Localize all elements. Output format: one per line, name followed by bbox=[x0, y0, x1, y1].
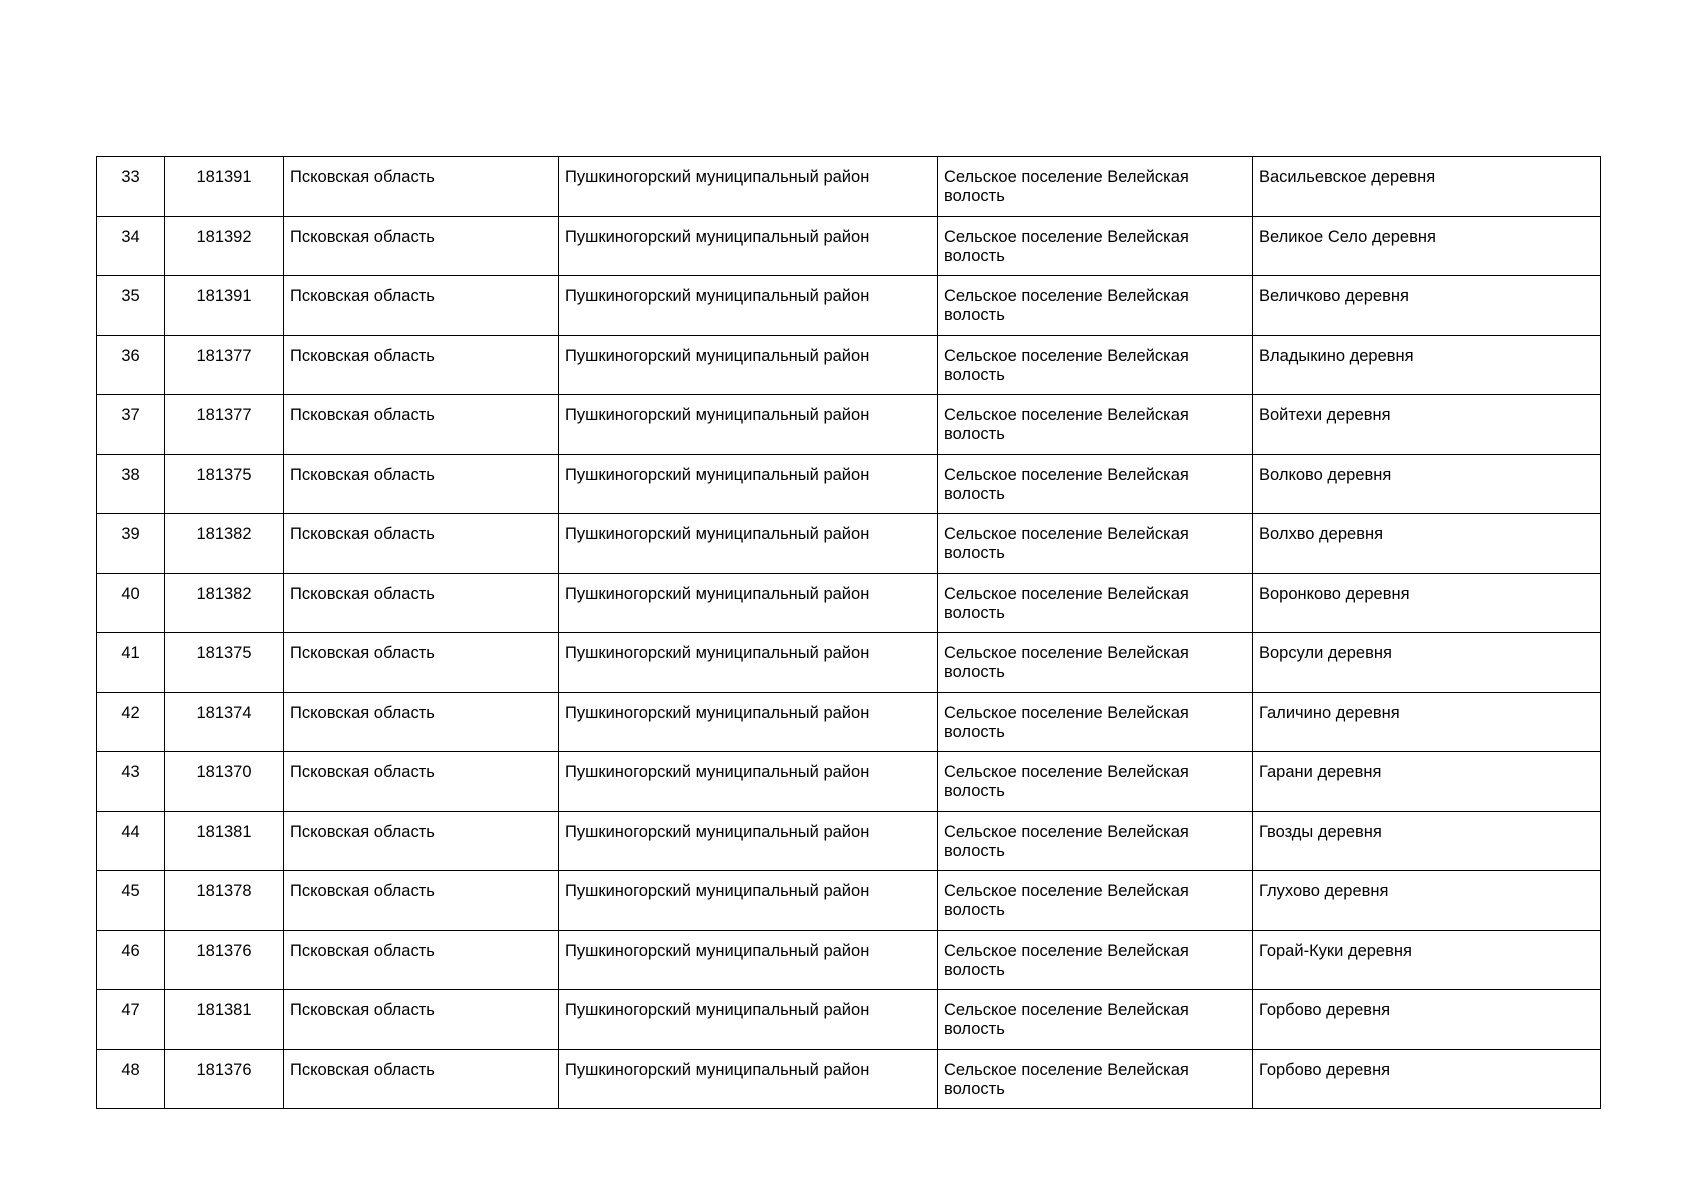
locality-cell: Войтехи деревня bbox=[1253, 395, 1601, 455]
settlement-cell: Сельское поселение Велейская волость bbox=[938, 395, 1253, 455]
settlement-cell: Сельское поселение Велейская волость bbox=[938, 157, 1253, 217]
row-number: 44 bbox=[97, 811, 165, 871]
table-row bbox=[97, 1049, 1601, 1109]
locality-cell: Гвозды деревня bbox=[1253, 811, 1601, 871]
settlements-table bbox=[96, 156, 1601, 1109]
district-cell: Пушкиногорский муниципальный район bbox=[559, 514, 938, 574]
postal-index: 181377 bbox=[165, 335, 284, 395]
row-number: 48 bbox=[97, 1049, 165, 1109]
district-cell: Пушкиногорский муниципальный район bbox=[559, 276, 938, 336]
row-number: 43 bbox=[97, 752, 165, 812]
locality-cell: Галичино деревня bbox=[1253, 692, 1601, 752]
postal-index: 181376 bbox=[165, 1049, 284, 1109]
settlement-cell: Сельское поселение Велейская волость bbox=[938, 811, 1253, 871]
district-cell: Пушкиногорский муниципальный район bbox=[559, 752, 938, 812]
region-cell: Псковская область bbox=[284, 573, 559, 633]
region-cell: Псковская область bbox=[284, 514, 559, 574]
district-cell: Пушкиногорский муниципальный район bbox=[559, 395, 938, 455]
settlement-cell: Сельское поселение Велейская волость bbox=[938, 871, 1253, 931]
table-row bbox=[97, 930, 1601, 990]
district-cell: Пушкиногорский муниципальный район bbox=[559, 811, 938, 871]
postal-index: 181370 bbox=[165, 752, 284, 812]
region-cell: Псковская область bbox=[284, 752, 559, 812]
settlement-cell: Сельское поселение Велейская волость bbox=[938, 335, 1253, 395]
locality-cell: Горбово деревня bbox=[1253, 990, 1601, 1050]
row-number: 47 bbox=[97, 990, 165, 1050]
table-row bbox=[97, 157, 1601, 217]
table-row bbox=[97, 752, 1601, 812]
district-cell: Пушкиногорский муниципальный район bbox=[559, 930, 938, 990]
row-number: 45 bbox=[97, 871, 165, 931]
locality-cell: Величково деревня bbox=[1253, 276, 1601, 336]
settlement-cell: Сельское поселение Велейская волость bbox=[938, 514, 1253, 574]
locality-cell: Воронково деревня bbox=[1253, 573, 1601, 633]
table-row bbox=[97, 692, 1601, 752]
district-cell: Пушкиногорский муниципальный район bbox=[559, 335, 938, 395]
region-cell: Псковская область bbox=[284, 811, 559, 871]
row-number: 40 bbox=[97, 573, 165, 633]
row-number: 39 bbox=[97, 514, 165, 574]
row-number: 34 bbox=[97, 216, 165, 276]
postal-index: 181391 bbox=[165, 276, 284, 336]
region-cell: Псковская область bbox=[284, 871, 559, 931]
table-row bbox=[97, 811, 1601, 871]
region-cell: Псковская область bbox=[284, 1049, 559, 1109]
region-cell: Псковская область bbox=[284, 157, 559, 217]
locality-cell: Ворсули деревня bbox=[1253, 633, 1601, 693]
locality-cell: Гарани деревня bbox=[1253, 752, 1601, 812]
settlement-cell: Сельское поселение Велейская волость bbox=[938, 454, 1253, 514]
table-row bbox=[97, 335, 1601, 395]
row-number: 35 bbox=[97, 276, 165, 336]
district-cell: Пушкиногорский муниципальный район bbox=[559, 157, 938, 217]
table-row bbox=[97, 454, 1601, 514]
locality-cell: Васильевское деревня bbox=[1253, 157, 1601, 217]
row-number: 33 bbox=[97, 157, 165, 217]
settlement-cell: Сельское поселение Велейская волость bbox=[938, 930, 1253, 990]
region-cell: Псковская область bbox=[284, 276, 559, 336]
row-number: 38 bbox=[97, 454, 165, 514]
locality-cell: Волково деревня bbox=[1253, 454, 1601, 514]
postal-index: 181382 bbox=[165, 514, 284, 574]
locality-cell: Горай-Куки деревня bbox=[1253, 930, 1601, 990]
settlement-cell: Сельское поселение Велейская волость bbox=[938, 1049, 1253, 1109]
district-cell: Пушкиногорский муниципальный район bbox=[559, 216, 938, 276]
settlement-cell: Сельское поселение Велейская волость bbox=[938, 752, 1253, 812]
locality-cell: Глухово деревня bbox=[1253, 871, 1601, 931]
table-row bbox=[97, 514, 1601, 574]
region-cell: Псковская область bbox=[284, 395, 559, 455]
district-cell: Пушкиногорский муниципальный район bbox=[559, 573, 938, 633]
row-number: 42 bbox=[97, 692, 165, 752]
region-cell: Псковская область bbox=[284, 633, 559, 693]
region-cell: Псковская область bbox=[284, 216, 559, 276]
locality-cell: Волхво деревня bbox=[1253, 514, 1601, 574]
postal-index: 181375 bbox=[165, 633, 284, 693]
district-cell: Пушкиногорский муниципальный район bbox=[559, 454, 938, 514]
region-cell: Псковская область bbox=[284, 692, 559, 752]
region-cell: Псковская область bbox=[284, 930, 559, 990]
region-cell: Псковская область bbox=[284, 335, 559, 395]
row-number: 41 bbox=[97, 633, 165, 693]
postal-index: 181391 bbox=[165, 157, 284, 217]
district-cell: Пушкиногорский муниципальный район bbox=[559, 1049, 938, 1109]
locality-cell: Великое Село деревня bbox=[1253, 216, 1601, 276]
postal-index: 181377 bbox=[165, 395, 284, 455]
row-number: 37 bbox=[97, 395, 165, 455]
locality-cell: Горбово деревня bbox=[1253, 1049, 1601, 1109]
table-row bbox=[97, 276, 1601, 336]
district-cell: Пушкиногорский муниципальный район bbox=[559, 692, 938, 752]
region-cell: Псковская область bbox=[284, 990, 559, 1050]
district-cell: Пушкиногорский муниципальный район bbox=[559, 871, 938, 931]
region-cell: Псковская область bbox=[284, 454, 559, 514]
postal-index: 181381 bbox=[165, 990, 284, 1050]
table-row bbox=[97, 395, 1601, 455]
postal-index: 181382 bbox=[165, 573, 284, 633]
postal-index: 181374 bbox=[165, 692, 284, 752]
settlement-cell: Сельское поселение Велейская волость bbox=[938, 216, 1253, 276]
settlement-cell: Сельское поселение Велейская волость bbox=[938, 692, 1253, 752]
table-row bbox=[97, 633, 1601, 693]
row-number: 46 bbox=[97, 930, 165, 990]
postal-index: 181392 bbox=[165, 216, 284, 276]
table-row bbox=[97, 216, 1601, 276]
locality-cell: Владыкино деревня bbox=[1253, 335, 1601, 395]
postal-index: 181378 bbox=[165, 871, 284, 931]
postal-index: 181381 bbox=[165, 811, 284, 871]
settlement-cell: Сельское поселение Велейская волость bbox=[938, 990, 1253, 1050]
table-row bbox=[97, 573, 1601, 633]
table-row bbox=[97, 871, 1601, 931]
postal-index: 181376 bbox=[165, 930, 284, 990]
postal-index: 181375 bbox=[165, 454, 284, 514]
table-row bbox=[97, 990, 1601, 1050]
district-cell: Пушкиногорский муниципальный район bbox=[559, 990, 938, 1050]
settlement-cell: Сельское поселение Велейская волость bbox=[938, 573, 1253, 633]
district-cell: Пушкиногорский муниципальный район bbox=[559, 633, 938, 693]
row-number: 36 bbox=[97, 335, 165, 395]
settlement-cell: Сельское поселение Велейская волость bbox=[938, 276, 1253, 336]
settlement-cell: Сельское поселение Велейская волость bbox=[938, 633, 1253, 693]
